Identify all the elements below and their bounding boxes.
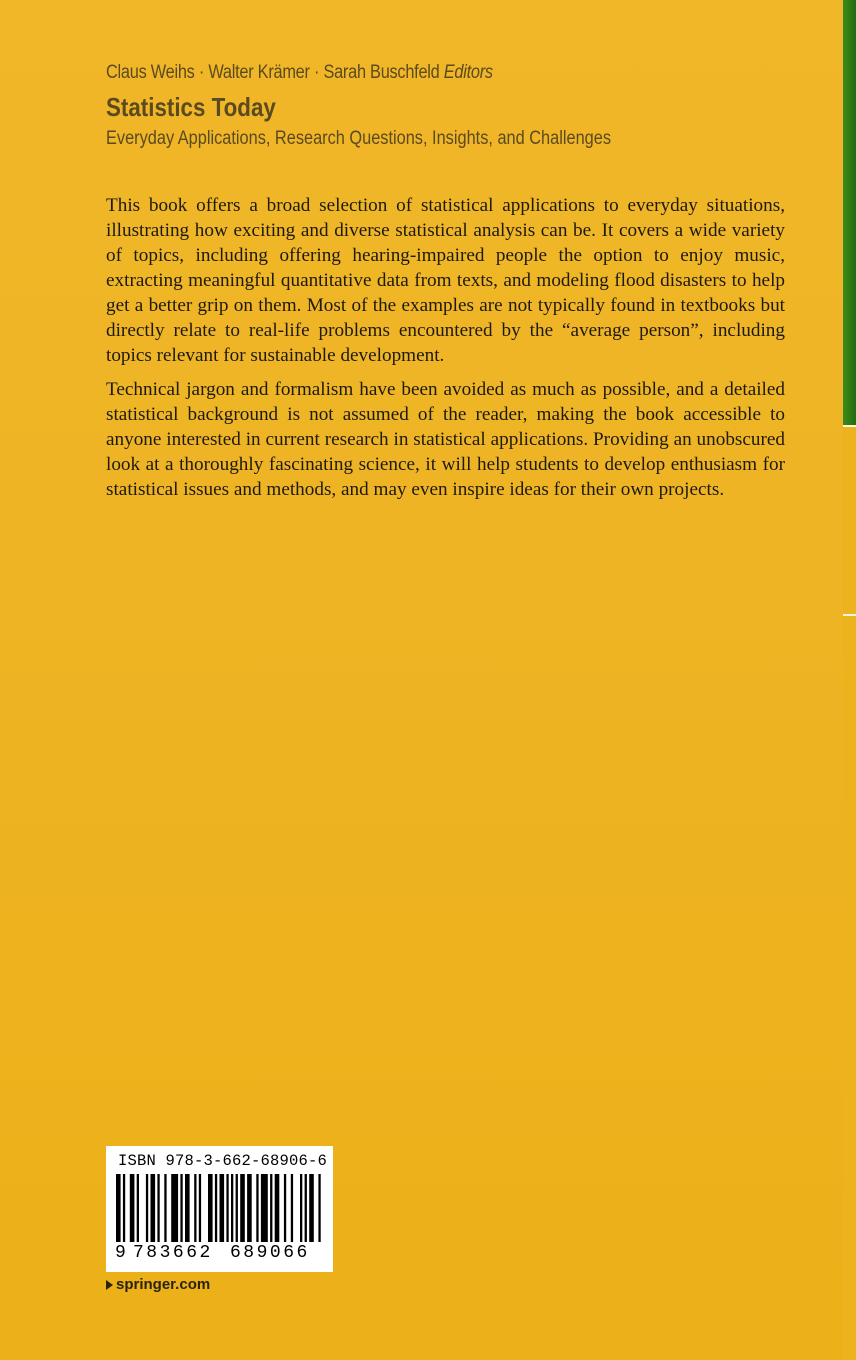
editor-name: Claus Weihs [106, 62, 195, 83]
barcode-bar [164, 1174, 166, 1242]
barcode-bar [284, 1174, 286, 1242]
book-blurb [106, 193, 785, 511]
barcode-bar [137, 1174, 139, 1242]
barcode-bar [256, 1174, 258, 1242]
blurb-paragraph: Technical jargon and formalism have been avoided as much as possible, and a detailed statistical background is not assumed of the reader, making the book accessible to anyone interested in current research in statistical applications. Providing an unobscured look at a thoroughly fascinating science, it will help students to develop enthusiasm for statistical issues and methods, and may even inspire ideas for their own projects. [106, 379, 785, 500]
barcode-bar [123, 1174, 125, 1242]
barcode-bar [151, 1174, 156, 1242]
barcode-bar [199, 1174, 201, 1242]
barcode-bar [146, 1174, 148, 1242]
barcode-bar [236, 1174, 238, 1242]
barcode-bar [300, 1174, 302, 1242]
barcode-bar [194, 1174, 196, 1242]
cover-header [106, 60, 806, 152]
arrow-right-icon [106, 1280, 113, 1290]
isbn-label: ISBN 978-3-662-68906-6 [118, 1152, 328, 1170]
barcode-bar [231, 1174, 233, 1242]
barcode-bar [157, 1174, 159, 1242]
spine-divider-line [843, 425, 856, 427]
editors-role: Editors [443, 62, 493, 83]
barcode-bars [114, 1174, 325, 1242]
blurb-paragraph: This book offers a broad selection of statistical applications to everyday situations, illustrating how exciting and diverse statistical analysis can be. It covers a wide variety of topics, including offering hearing-impaired people the option to enjoy music, extracting meaningful quantitative data from texts, and modeling flood disasters to help get a better grip on them. Most of the examples are not typically found in textbooks but directly relate to real-life problems encountered by the “average person”, including topics relevant for sustainable development. [106, 195, 785, 366]
isbn-barcode [106, 1146, 333, 1272]
spine-green-band [843, 0, 856, 425]
barcode-bar [185, 1174, 190, 1242]
barcode-bar [247, 1174, 252, 1242]
book-subtitle: Everyday Applications, Research Questions, Insights, and Challenges [106, 128, 612, 149]
barcode-bar [215, 1174, 217, 1242]
editor-name: Walter Krämer [208, 62, 310, 83]
editor-name: Sarah Buschfeld [323, 62, 440, 83]
barcode-bar [171, 1174, 178, 1242]
barcode-bar [305, 1174, 307, 1242]
editors-line: Claus Weihs · Walter Krämer · Sarah Buschfeld Editors [106, 62, 493, 83]
barcode-bar [270, 1174, 272, 1242]
publisher-url: springer.com [116, 1276, 211, 1293]
barcode-bar [220, 1174, 225, 1242]
barcode-bar [261, 1174, 268, 1242]
barcode-bar [208, 1174, 213, 1242]
spine-divider-line [843, 614, 856, 616]
barcode-bar [130, 1174, 135, 1242]
barcode-bar [226, 1174, 228, 1242]
ean-right-digits: 689066 [230, 1243, 310, 1263]
book-title: Statistics Today [106, 92, 276, 122]
ean-left-digits: 783662 [133, 1243, 213, 1263]
barcode-bar [275, 1174, 280, 1242]
publisher-link[interactable] [106, 1276, 210, 1293]
barcode-bar [180, 1174, 182, 1242]
barcode-bar [240, 1174, 245, 1242]
barcode-bar [309, 1174, 314, 1242]
barcode-bar [318, 1174, 320, 1242]
barcode-bar [291, 1174, 293, 1242]
ean-first-digit: 9 [115, 1243, 126, 1263]
barcode-bar [116, 1174, 121, 1242]
